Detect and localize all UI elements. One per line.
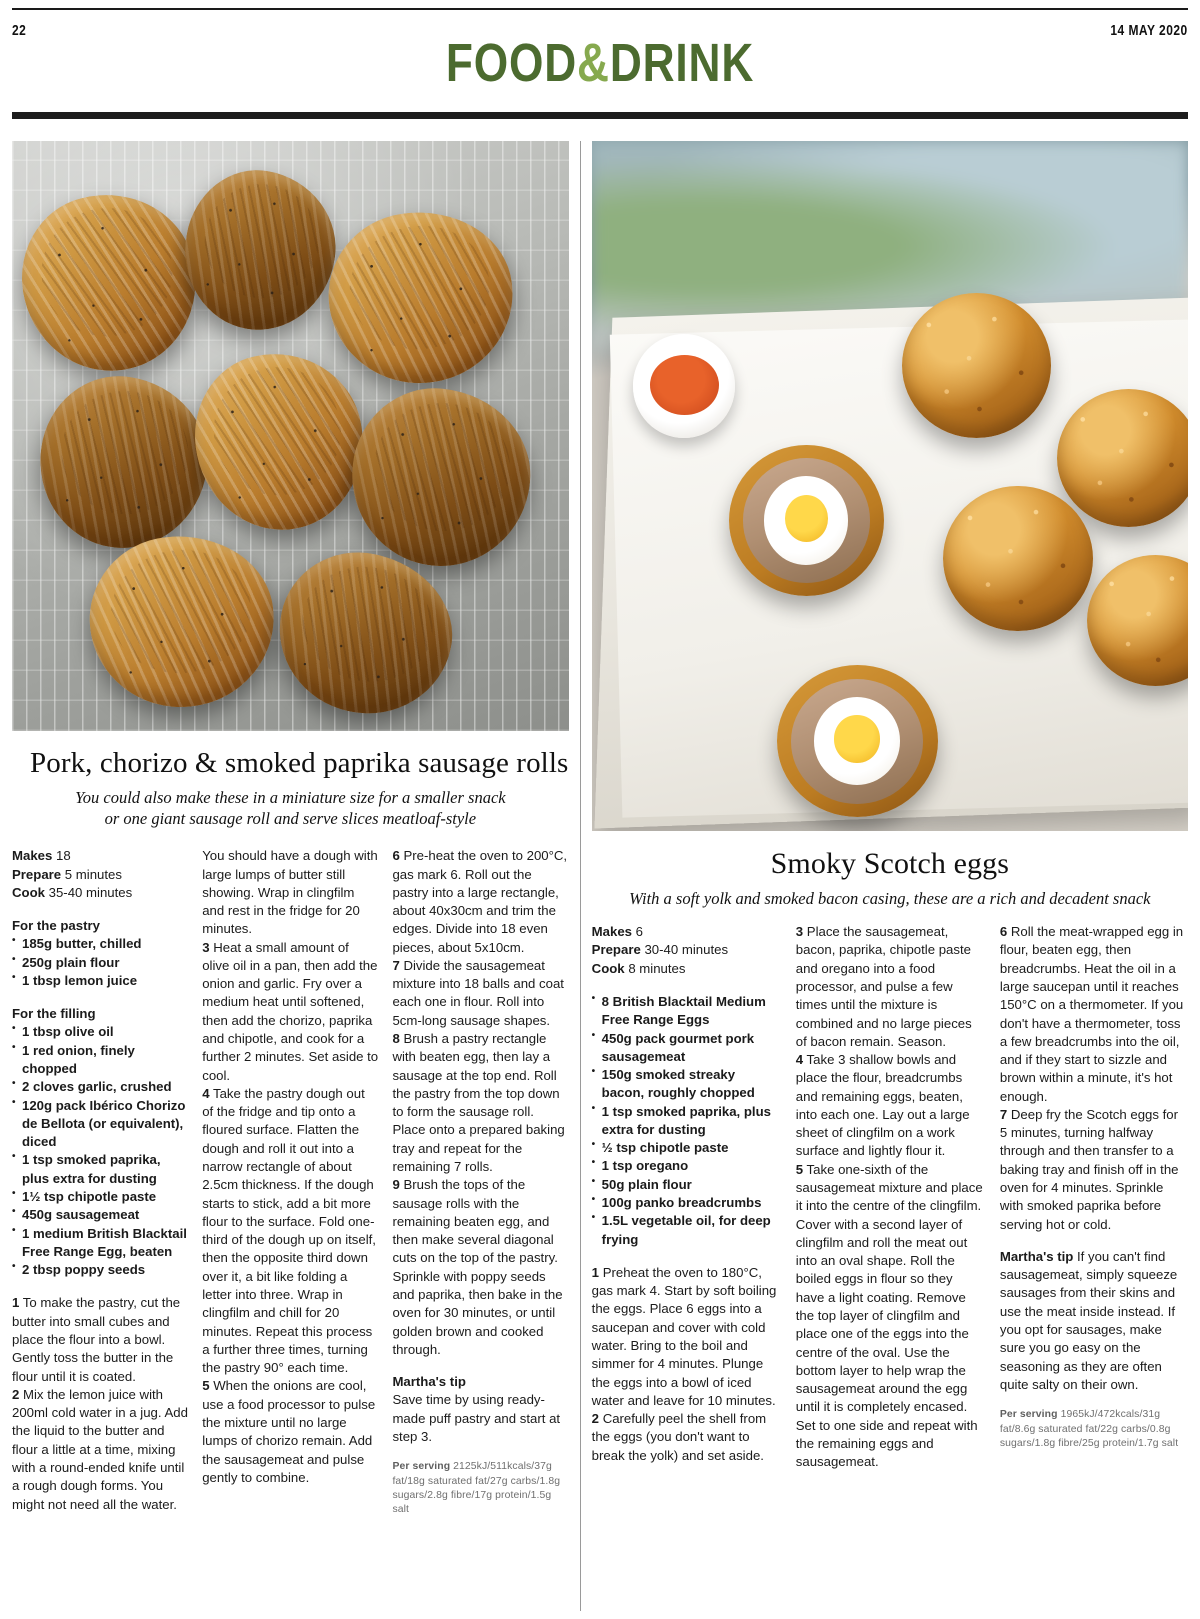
list-item: • ½ tsp chipotle paste (592, 1139, 780, 1157)
step-number: 1 (12, 1295, 20, 1311)
cook-label: Cook (591, 960, 625, 976)
recipe-1-prepare (12, 866, 188, 884)
page-number: 22 (12, 22, 27, 39)
section-title-food: FOOD (445, 33, 578, 93)
recipe-1-standfirst-line2: or one giant sausage roll and serve slices meatloaf-style (104, 809, 477, 829)
step-number: 6 (392, 848, 400, 864)
section-title (118, 32, 1082, 94)
prepare-value: 5 minutes (64, 866, 122, 882)
scotch-eggs-photo (592, 141, 1188, 831)
header-bottom-rule (12, 112, 1188, 119)
step-number: 5 (202, 1378, 210, 1394)
recipe-2-tip-heading: Martha's tip (999, 1248, 1074, 1264)
recipe-1-standfirst (12, 787, 569, 829)
nutrition-value: 1965kJ/472kcals/31g fat/8.6g saturated fat/22g carbs/0.8g sugars/1.8g fibre/25g protein/1.7g salt (999, 1409, 1179, 1449)
scotch-egg-whole (902, 293, 1051, 438)
step-text: Mix the lemon juice with 200ml cold water in a jug. Add the liquid to the butter and flour a little at a time, mixing with a round-ended knife until a rough dough forms. You might not need all the water. You should have a dough with large lumps of butter still showing. Wrap in clingfilm and rest in the fridge for 20 minutes. (12, 848, 378, 1512)
makes-value: 18 (56, 848, 71, 864)
recipe-2-step (796, 1051, 984, 1161)
recipe-1-nutrition (392, 1460, 568, 1517)
list-item: • 50g plain flour (592, 1176, 780, 1194)
recipe-2-nutrition (1000, 1408, 1188, 1451)
list-item: • 185g butter, chilled (12, 935, 188, 953)
spacer (12, 990, 188, 1005)
prepare-value: 30-40 minutes (644, 942, 729, 958)
step-text: Roll the meat-wrapped egg in flour, beaten egg, then breadcrumbs. Heat the oil in a large saucepan until it reaches 150°C on a thermometer. If you don't have a thermometer, toss a few breadcrumbs into the oil, and if they start to sizzle and brown within a minute, it's hot enough. (999, 924, 1184, 1104)
cook-value: 35-40 minutes (48, 884, 133, 900)
recipe-1-pastry-heading: For the pastry (12, 918, 100, 934)
recipe-1-cook (12, 884, 188, 902)
step-text: Deep fry the Scotch eggs for 5 minutes, turning halfway through and then transfer to a baking tray and finish off in the oven for 4 minutes. Sprinkle with smoked paprika before serving hot or cold. (999, 1106, 1179, 1232)
list-item: • 1 tbsp lemon juice (12, 972, 188, 990)
spacer (592, 1249, 780, 1264)
list-item: • 1 tsp smoked paprika, plus extra for dusting (12, 1151, 188, 1188)
spacer (592, 978, 780, 993)
recipe-2-title: Smoky Scotch eggs (770, 847, 1010, 880)
step-number: 5 (795, 1161, 804, 1177)
recipe-1-text-columns (12, 847, 569, 1607)
recipe-2-step (592, 1264, 780, 1410)
recipe-2-step (592, 1410, 780, 1465)
recipe-2-tip-body: If you can't find sausagemeat, simply squeeze sausages from their skins and use the meat inside instead. If you opt for sausages, make sure you go easy on the seasoning as they are often quite salty on their own. (999, 1248, 1178, 1392)
step-text: Take one-sixth of the sausagemeat mixture and place it into the centre of the clingfilm. Cover with a second layer of clingfilm and roll the meat out into an oval shape. Roll the boiled eggs in flour so they have a light coating. Remove the top layer of clingfilm and place one of the eggs into the centre of the oval. Use the bottom layer to help wrap the sausagemeat around the egg until it is completely encased. Set to one side and repeat with the remaining eggs and sausagemeat. (795, 1161, 983, 1470)
step-text: Preheat the oven to 180°C, gas mark 4. Start by soft boiling the eggs. Place 6 eggs into a saucepan and cover with cold water. Bring to the boil and simmer for 4 minutes. Plunge the eggs into a bowl of iced water and leave for 10 minutes. (591, 1264, 777, 1408)
recipe-2-ingredients (592, 993, 780, 1249)
recipe-2-step (1000, 1106, 1188, 1234)
nutrition-label: Per serving (392, 1461, 451, 1473)
recipe-1-block (12, 141, 569, 1611)
makes-label: Makes (12, 848, 53, 864)
recipe-2-cook (592, 960, 780, 978)
sausage-rolls-photo (12, 141, 569, 731)
recipe-1-step (202, 1377, 378, 1487)
list-item: • 8 British Blacktail Medium Free Range Eggs (592, 993, 780, 1030)
recipe-2-prepare (592, 941, 780, 959)
list-item: • 1 red onion, finely chopped (12, 1042, 188, 1079)
recipe-2-step (796, 1161, 984, 1472)
makes-value: 6 (635, 924, 644, 940)
step-number: 4 (795, 1052, 804, 1068)
step-text: Heat a small amount of olive oil in a pan, then add the onion and garlic. Fry over a medium heat until softened, then add the chorizo, paprika and chipotle, and cook for a further 2 minutes. Set aside to cool. (202, 939, 379, 1083)
list-item: • 1 tbsp olive oil (12, 1023, 188, 1041)
scotch-egg-halved (729, 445, 884, 597)
issue-date: 14 MAY 2020 (1110, 22, 1188, 39)
step-text: Divide the sausagemeat mixture into 18 balls and coat each one in flour. Roll into 5cm-long sausage shapes. (392, 957, 564, 1028)
recipe-1-standfirst-line1: You could also make these in a miniature size for a smaller snack (75, 788, 506, 807)
step-number: 3 (202, 939, 210, 955)
step-number: 9 (392, 1177, 400, 1193)
list-item: • 1 medium British Blacktail Free Range Egg, beaten (12, 1225, 188, 1262)
step-text: Take 3 shallow bowls and place the flour, breadcrumbs and remaining eggs, beaten, into each one. Lay out a large sheet of clingfilm on a work surface and lightly flour it. (795, 1052, 970, 1159)
list-item: • 2 cloves garlic, crushed (12, 1078, 188, 1096)
recipe-1-title: Pork, chorizo & smoked paprika sausage rolls (30, 747, 569, 779)
step-text: When the onions are cool, use a food processor to pulse the mixture until no large lumps of chorizo remain. Add the sausagemeat and pulse gently to combine. (202, 1378, 376, 1485)
cook-value: 8 minutes (628, 960, 686, 976)
recipe-1-step (202, 1085, 378, 1378)
recipe-2-step (796, 923, 984, 1051)
list-item: • 450g sausagemeat (12, 1206, 188, 1224)
list-item: • 1 tsp smoked paprika, plus extra for dusting (592, 1103, 780, 1140)
scotch-egg-halved (777, 665, 938, 817)
prepare-label: Prepare (591, 942, 641, 958)
recipe-1-tip-heading: Martha's tip (392, 1374, 466, 1390)
step-number: 8 (392, 1031, 400, 1047)
section-title-ampersand: & (577, 33, 610, 93)
step-number: 4 (202, 1085, 210, 1101)
nutrition-label: Per serving (999, 1409, 1058, 1421)
scotch-egg-whole (943, 486, 1092, 631)
step-text: Brush the tops of the sausage rolls with the remaining beaten egg, and then make several diagonal cuts on the top of the pastry. Sprinkle with poppy seeds and paprika, then bake in the oven for 30 minutes, or until golden brown and cooked through. (392, 1177, 563, 1357)
list-item: • 1.5L vegetable oil, for deep frying (592, 1212, 780, 1249)
step-text: Carefully peel the shell from the eggs (you don't want to break the yolk) and set aside. (591, 1411, 767, 1463)
recipe-2-step (1000, 923, 1188, 1106)
step-number: 3 (795, 924, 804, 940)
step-text: Take the pastry dough out of the fridge and tip onto a floured surface. Flatten the dough and roll it out into a narrow rectangle of about 2.5cm thickness. If the dough starts to stick, add a bit more flour to the surface. Fold one-third of the dough up on itself, then the opposite third down over it, a bit like folding a letter into three. Wrap in clingfilm and chill for 20 minutes. Repeat this process a further three times, turning the pastry 90° each time. (202, 1085, 376, 1376)
step-text: Pre-heat the oven to 200°C, gas mark 6. Roll out the pastry into a large rectangle, about 40x30cm and trim the edges. Divide into 18 even pieces, about 5x10cm. (392, 848, 568, 955)
list-item: • 1½ tsp chipotle paste (12, 1188, 188, 1206)
recipe-1-pastry-ingredients (12, 935, 188, 990)
list-item: • 250g plain flour (12, 954, 188, 972)
recipe-1-step (392, 1030, 568, 1176)
recipe-2-standfirst: With a soft yolk and smoked bacon casing, these are a rich and decadent snack (629, 889, 1151, 908)
recipe-1-filling-heading: For the filling (12, 1006, 96, 1022)
recipe-1-makes (12, 847, 188, 865)
recipe-1-tip-body: Save time by using ready-made puff pastry and start at step 3. (392, 1392, 561, 1444)
cook-label: Cook (12, 884, 45, 900)
recipe-1-step (392, 1176, 568, 1359)
list-item: • 150g smoked streaky bacon, roughly chopped (592, 1066, 780, 1103)
recipe-1-filling-ingredients (12, 1023, 188, 1279)
step-number: 6 (999, 924, 1008, 940)
paprika-bowl (633, 334, 734, 438)
content-area (12, 141, 1188, 1611)
recipe-2-makes (592, 923, 780, 941)
recipe-2-text-columns (592, 923, 1188, 1483)
list-item: • 100g panko breadcrumbs (592, 1194, 780, 1212)
step-number: 2 (591, 1411, 600, 1427)
column-divider (580, 141, 581, 1611)
recipe-1-step (392, 957, 568, 1030)
recipe-1-step (12, 1294, 188, 1385)
list-item: • 120g pack Ibérico Chorizo de Bellota (or equivalent), diced (12, 1097, 188, 1152)
step-text: Brush a pastry rectangle with beaten egg, then lay a sausage at the top end. Roll the pastry from the top down to form the sausage roll. Place onto a prepared baking tray and repeat for the remaining 7 rolls. (392, 1031, 565, 1174)
step-text: Place the sausagemeat, bacon, paprika, chipotle paste and oregano into a food processor, and pulse a few times until the mixture is combined and no large pieces of bacon remain. Season. (795, 924, 972, 1049)
masthead (12, 10, 1188, 106)
prepare-label: Prepare (12, 866, 62, 882)
makes-label: Makes (591, 924, 632, 940)
recipe-2-tip (1000, 1248, 1188, 1394)
list-item: • 2 tbsp poppy seeds (12, 1261, 188, 1279)
section-title-drink: DRINK (609, 33, 755, 93)
step-number: 1 (591, 1264, 600, 1280)
list-item: • 450g pack gourmet pork sausagemeat (592, 1030, 780, 1067)
magazine-page (0, 8, 1200, 1619)
step-number: 7 (999, 1106, 1008, 1122)
list-item: • 1 tsp oregano (592, 1157, 780, 1175)
step-number: 2 (12, 1386, 20, 1402)
recipe-1-step (202, 939, 378, 1085)
step-number: 7 (392, 957, 400, 973)
step-text: To make the pastry, cut the butter into small cubes and place the flour into a bowl. Gently toss the butter in the flour until it is coated. (12, 1295, 181, 1384)
recipe-1-step (392, 847, 568, 957)
recipe-2-block (592, 141, 1188, 1611)
spacer (12, 902, 188, 917)
nutrition-value: 2125kJ/511kcals/37g fat/18g saturated fat/27g carbs/1.8g sugars/2.8g fibre/17g protein/1.5g salt (392, 1461, 561, 1516)
spacer (12, 1279, 188, 1294)
